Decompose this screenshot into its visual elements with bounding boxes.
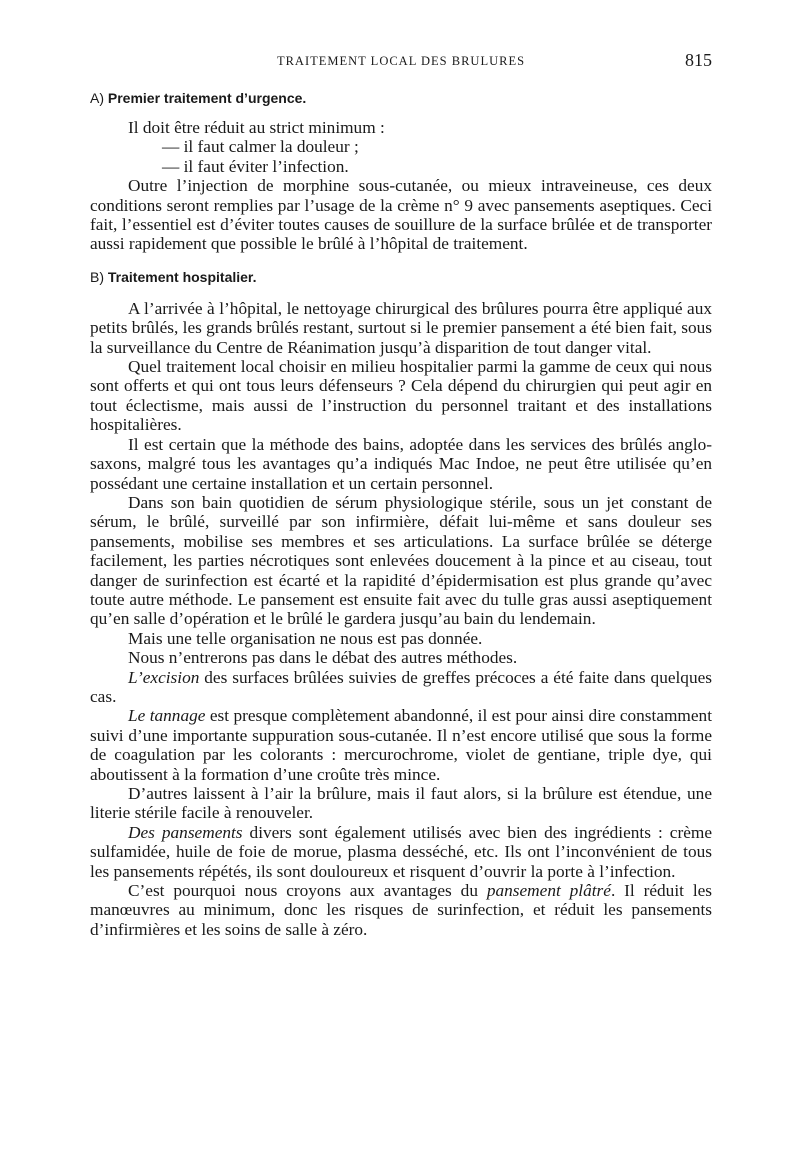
italic-term: pansement plâtré xyxy=(486,881,611,901)
paragraph-text: . Il réduit les manœuvres au minimum, donc les risques de surinfection, et réduit les pansements d’infirmières et les soins de salle à zéro. xyxy=(90,881,713,939)
paragraph: Outre l’injection de morphine sous-cutanée, ou mieux intraveineuse, ces deux conditions seront remplies par l’usage de la crème n° 9 avec pansements aseptiques. Ceci fait, l’essentiel est d’éviter toutes causes de souillure de la surface brûlée et de transporter aussi rapidement que possible le brûlé à l’hôpital de traitement. xyxy=(90,176,712,254)
paragraph: Dans son bain quotidien de sérum physiologique stérile, sous un jet constant de sérum, le brûlé, surveillé par son infirmière, défait lui-même et sans douleur ses pansements, mobilise ses membres et ses articulations. La surface brûlée se déterge facilement, les parties nécrotiques sont enlevées doucement à la pince et au ciseau, tout danger de surinfection est écarté et la rapidité d’épidermisation est plus grande qu’avec toute autre méthode. Le pansement est ensuite fait avec du tulle gras aussi aseptiquement qu’en salle d’opération et le brûlé le gardera jusqu’au bain du lendemain. xyxy=(90,492,712,629)
page-body xyxy=(90,88,712,939)
italic-term: Le tannage xyxy=(128,706,206,726)
section-b-letter: B) xyxy=(90,268,104,285)
paragraph-text: des surfaces brûlées suivies de greffes précoces a été faite dans quelques cas. xyxy=(90,667,712,706)
paragraph: Nous n’entrerons pas dans le débat des autres méthodes. xyxy=(128,648,518,668)
intro-paragraph: Il doit être réduit au strict minimum : xyxy=(128,118,385,137)
paragraph: Mais une telle organisation ne nous est pas donnée. xyxy=(128,628,483,648)
paragraph xyxy=(90,668,712,707)
dash-item: — il faut calmer la douleur ; xyxy=(162,137,359,157)
section-b-heading xyxy=(90,267,712,287)
running-head xyxy=(90,50,712,74)
paragraph-text: est presque complètement abandonné, il est pour ainsi dire constamment suivi d’une importante suppuration sous-cutanée. Il n’est encore utilisé que sous la forme de coagulation par les colorants : mercurochrome, violet de gentiane, triple dye, qui aboutissent à la formation d’une croûte très mince. xyxy=(90,706,712,784)
paragraph: Il est certain que la méthode des bains, adoptée dans les services des brûlés anglo-saxons, malgré tous les avantages qu’a indiqués Mac Indoe, ne peut être utilisée qu’en possédant une certaine installation et un certain personnel. xyxy=(90,434,712,493)
dash-item: — il faut éviter l’infection. xyxy=(162,156,349,176)
page-number: 815 xyxy=(685,50,712,70)
paragraph xyxy=(90,823,712,881)
section-a-letter: A) xyxy=(90,90,104,106)
paragraph: Quel traitement local choisir en milieu hospitalier parmi la gamme de ceux qui nous sont offerts et qui ont tous leurs défenseurs ? Cela dépend du chirurgien qui peut agir en tout éclectisme, mais aussi de l’instruction du personnel traitant et des installations hospitalières. xyxy=(90,357,712,435)
section-a-heading xyxy=(90,88,712,108)
paragraph xyxy=(90,881,712,939)
running-title: TRAITEMENT LOCAL DES BRULURES xyxy=(276,54,526,68)
paragraph-text: C’est pourquoi nous croyons aux avantages du xyxy=(128,881,487,901)
italic-term: Des pansements xyxy=(128,822,243,842)
section-b-title: Traitement hospitalier. xyxy=(107,268,257,285)
italic-term: L’excision xyxy=(128,667,200,687)
section-a-title: Premier traitement d’urgence. xyxy=(107,90,307,106)
paragraph-text: divers sont également utilisés avec bien des ingrédients : crème sulfamidée, huile de foie de morue, plasma desséché, etc. Ils ont l’inconvénient de tous les pansements répétés, ils sont douloureux et risquent d’ouvrir la porte à l’infection. xyxy=(90,822,712,881)
paragraph: A l’arrivée à l’hôpital, le nettoyage chirurgical des brûlures pourra être appliqué aux petits brûlés, les grands brûlés restant, surtout si le premier pansement a été bien fait, sous la surveillance du Centre de Réanimation jusqu’à disparition de tout danger vital. xyxy=(90,298,712,357)
paragraph xyxy=(90,706,712,784)
paragraph: D’autres laissent à l’air la brûlure, mais il faut alors, si la brûlure est étendue, une literie stérile facile à renouveler. xyxy=(90,784,712,823)
